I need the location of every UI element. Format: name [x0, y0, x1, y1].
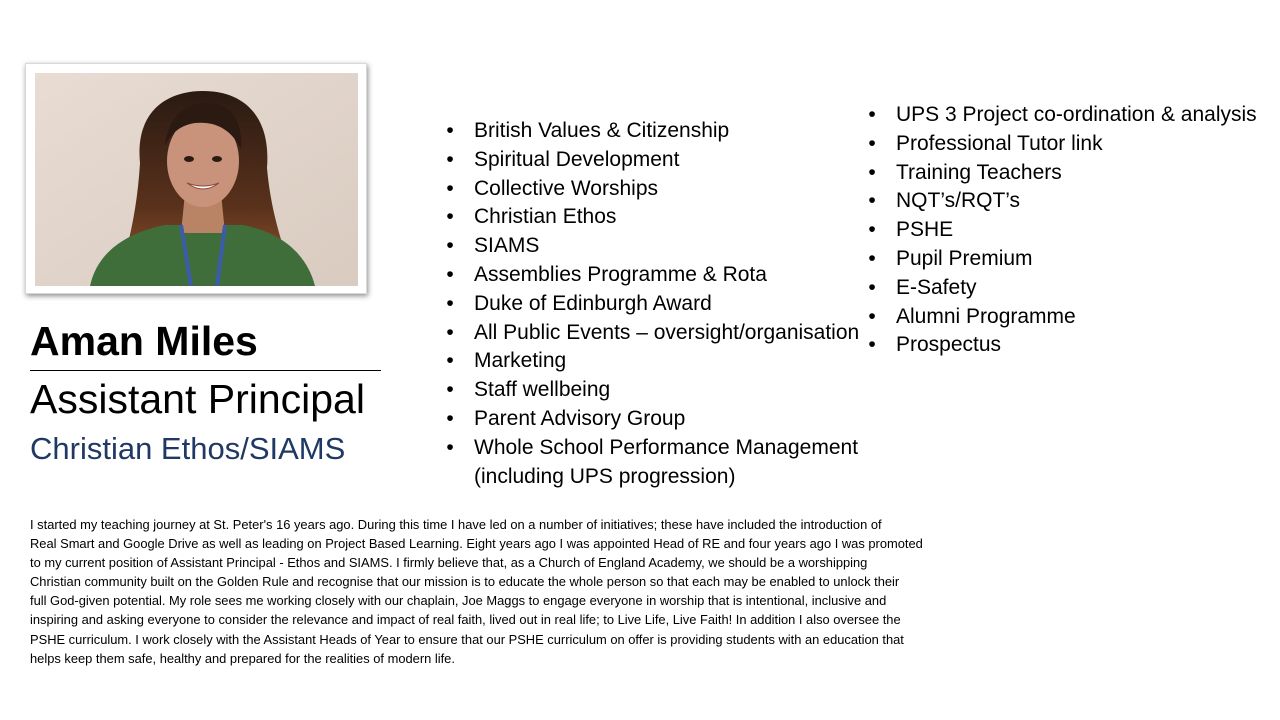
bullet-icon: •	[446, 406, 454, 430]
bullet-icon: •	[868, 246, 876, 270]
responsibility-label: Alumni Programme	[896, 304, 1076, 328]
responsibility-item	[442, 319, 882, 348]
responsibility-label: Professional Tutor link	[896, 131, 1103, 155]
responsibilities-list-right	[864, 101, 1276, 360]
bullet-icon: •	[446, 262, 454, 286]
responsibility-label: Duke of Edinburgh Award	[474, 291, 712, 315]
responsibility-label: Training Teachers	[896, 160, 1062, 184]
profile-name: Aman Miles	[30, 318, 258, 364]
responsibility-item	[442, 434, 882, 463]
bullet-icon: •	[446, 147, 454, 171]
responsibility-label: Whole School Performance Management	[474, 435, 859, 459]
biography-line: inspiring and asking everyone to consider the relevance and impact of real faith, lived out in real life; to Live Life, Live Faith! In addition I also oversee the	[30, 612, 901, 628]
responsibility-item	[442, 117, 882, 146]
responsibility-label: All Public Events – oversight/organisation	[474, 320, 860, 344]
biography-line: PSHE curriculum. I work closely with the Assistant Heads of Year to ensure that our PSHE curriculum on offer is providing students with an education that	[30, 631, 904, 647]
responsibility-label: Staff wellbeing	[474, 378, 611, 402]
responsibility-item	[442, 203, 882, 232]
responsibility-label: Christian Ethos	[474, 205, 617, 229]
responsibility-label: Pupil Premium	[896, 246, 1033, 270]
biography-paragraph	[30, 515, 1030, 668]
responsibility-label: UPS 3 Project co-ordination & analysis	[896, 103, 1257, 126]
responsibility-label: NQT’s/RQT’s	[896, 189, 1021, 213]
responsibility-item	[442, 463, 882, 492]
bullet-icon: •	[868, 275, 876, 299]
responsibility-label: Parent Advisory Group	[474, 406, 686, 430]
bullet-icon: •	[868, 218, 876, 242]
biography-line: helps keep them safe, healthy and prepared for the realities of modern life.	[30, 650, 455, 666]
portrait-photo-icon	[35, 73, 358, 286]
responsibility-item	[864, 331, 1276, 360]
responsibility-item	[864, 303, 1276, 332]
profile-photo-frame	[25, 63, 367, 294]
biography-line: Real Smart and Google Drive as well as leading on Project Based Learning. Eight years ago I was appointed Head of RE and four years ago I was promoted	[30, 536, 923, 552]
bullet-icon: •	[868, 131, 876, 155]
profile-remit: Christian Ethos/SIAMS	[30, 431, 346, 466]
responsibility-label: SIAMS	[474, 234, 540, 258]
profile-role: Assistant Principal	[30, 376, 365, 422]
responsibility-item	[442, 146, 882, 175]
biography-line: I started my teaching journey at St. Peter's 16 years ago. During this time I have led on a number of initiatives; these have included the introduction of	[30, 517, 882, 532]
responsibility-label: Spiritual Development	[474, 147, 680, 171]
responsibility-item	[864, 101, 1276, 130]
responsibility-label: Marketing	[474, 349, 567, 373]
responsibility-item	[442, 405, 882, 434]
bullet-icon: •	[446, 205, 454, 229]
bullet-icon: •	[446, 119, 454, 142]
responsibility-item	[442, 347, 882, 376]
responsibility-item	[864, 130, 1276, 159]
responsibility-item	[864, 159, 1276, 188]
bullet-icon: •	[868, 189, 876, 213]
responsibilities-list-left	[442, 117, 882, 491]
responsibility-item	[442, 175, 882, 204]
responsibility-item	[442, 232, 882, 261]
biography-line: full God-given potential. My role sees me working closely with our chaplain, Joe Maggs to engage everyone in worship that is intentional, inclusive and	[30, 593, 887, 609]
bullet-icon: •	[868, 333, 876, 357]
responsibility-label: (including UPS progression)	[474, 464, 736, 488]
biography-line: to my current position of Assistant Principal - Ethos and SIAMS. I firmly believe that, as a Church of England Academy, we should be a worshipping	[30, 555, 868, 571]
responsibility-label: Prospectus	[896, 333, 1002, 357]
bullet-icon: •	[446, 435, 454, 459]
bullet-icon: •	[446, 320, 454, 344]
responsibility-label: British Values & Citizenship	[474, 119, 730, 142]
responsibility-item	[442, 376, 882, 405]
responsibility-label: Collective Worships	[474, 176, 659, 200]
bullet-icon: •	[446, 234, 454, 258]
bullet-icon: •	[446, 349, 454, 373]
bullet-icon: •	[446, 291, 454, 315]
responsibility-label: PSHE	[896, 218, 954, 242]
responsibility-item	[442, 261, 882, 290]
responsibility-item	[864, 245, 1276, 274]
responsibility-label: Assemblies Programme & Rota	[474, 262, 767, 286]
bullet-icon: •	[868, 160, 876, 184]
bullet-icon: •	[446, 176, 454, 200]
bullet-icon: •	[868, 103, 876, 126]
bullet-icon: •	[868, 304, 876, 328]
responsibility-label: E-Safety	[896, 275, 977, 299]
bullet-icon: •	[446, 378, 454, 402]
responsibility-item	[864, 187, 1276, 216]
name-divider	[30, 370, 381, 371]
biography-line: Christian community built on the Golden Rule and recognise that our mission is to educate the whole person so that each may be enabled to unlock their	[30, 574, 900, 590]
profile-photo	[35, 73, 358, 286]
responsibility-item	[864, 274, 1276, 303]
responsibility-item	[442, 290, 882, 319]
responsibility-item	[864, 216, 1276, 245]
